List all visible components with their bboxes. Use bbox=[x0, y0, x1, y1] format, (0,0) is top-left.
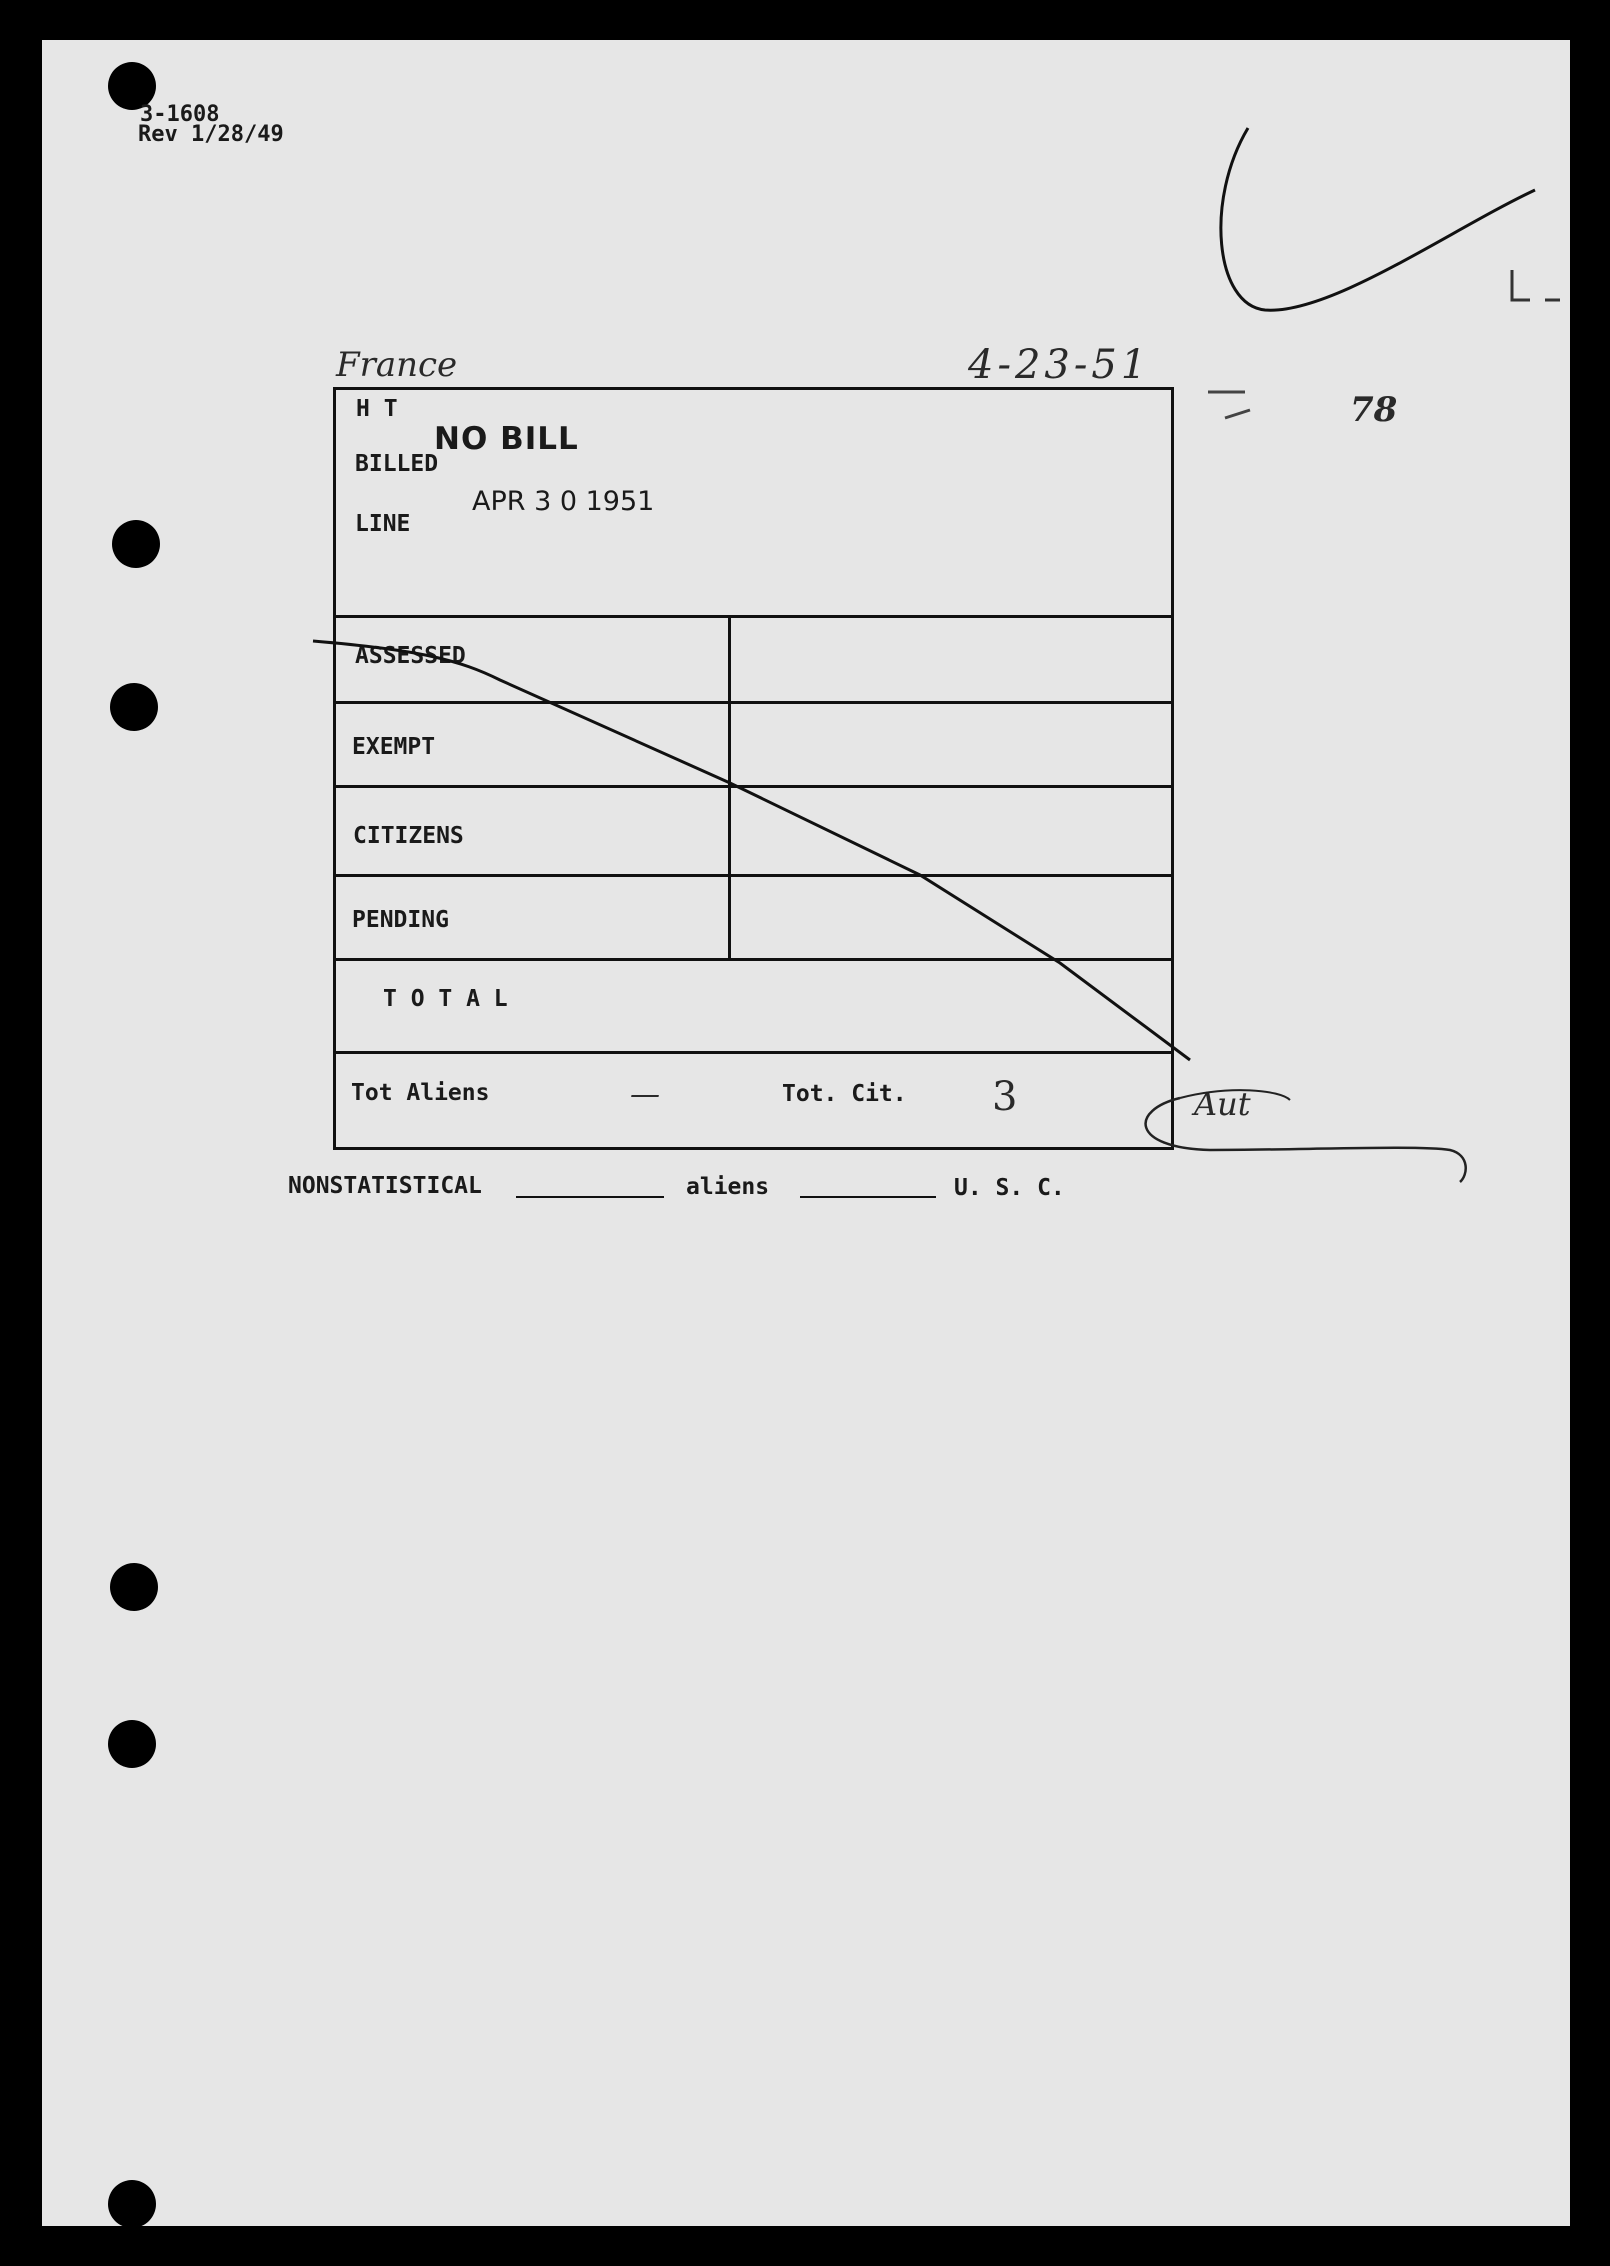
label-ht: H T bbox=[356, 396, 398, 422]
row-label-citizens: CITIZENS bbox=[353, 823, 464, 849]
strike-through-line bbox=[313, 641, 1190, 1060]
handwritten-date: 4-23-51 bbox=[968, 342, 1151, 388]
check-mark-arc bbox=[1221, 128, 1535, 310]
tot-cit-label: Tot. Cit. bbox=[782, 1081, 907, 1107]
label-billed: BILLED bbox=[355, 451, 439, 477]
label-line: LINE bbox=[355, 511, 411, 537]
tot-aliens-label: Tot Aliens bbox=[351, 1080, 490, 1106]
form-id: 3-1608 bbox=[140, 102, 220, 127]
row-label-pending: PENDING bbox=[352, 907, 449, 933]
tot-cit-value: 3 bbox=[992, 1074, 1018, 1120]
handwritten-country: France bbox=[336, 345, 458, 385]
initials-oval-top bbox=[1180, 1090, 1290, 1100]
handwritten-initials: Aut bbox=[1194, 1085, 1251, 1123]
margin-mark bbox=[1208, 392, 1250, 418]
tot-aliens-value: — bbox=[630, 1077, 660, 1112]
usc-label: U. S. C. bbox=[954, 1175, 1065, 1201]
stamp-no-bill: NO BILL bbox=[434, 421, 579, 457]
initials-oval bbox=[1146, 1098, 1466, 1182]
stamp-date: APR 3 0 1951 bbox=[472, 486, 655, 517]
handwritten-margin-number: 78 bbox=[1350, 390, 1398, 430]
row-label-exempt: EXEMPT bbox=[352, 734, 436, 760]
edge-mark bbox=[1512, 270, 1560, 300]
total-label: T O T A L bbox=[383, 986, 508, 1012]
footer-aliens-label: aliens bbox=[686, 1174, 770, 1200]
form-revision: Rev 1/28/49 bbox=[138, 122, 284, 147]
nonstatistical-label: NONSTATISTICAL bbox=[288, 1173, 482, 1199]
row-label-assessed: ASSESSED bbox=[355, 643, 466, 669]
